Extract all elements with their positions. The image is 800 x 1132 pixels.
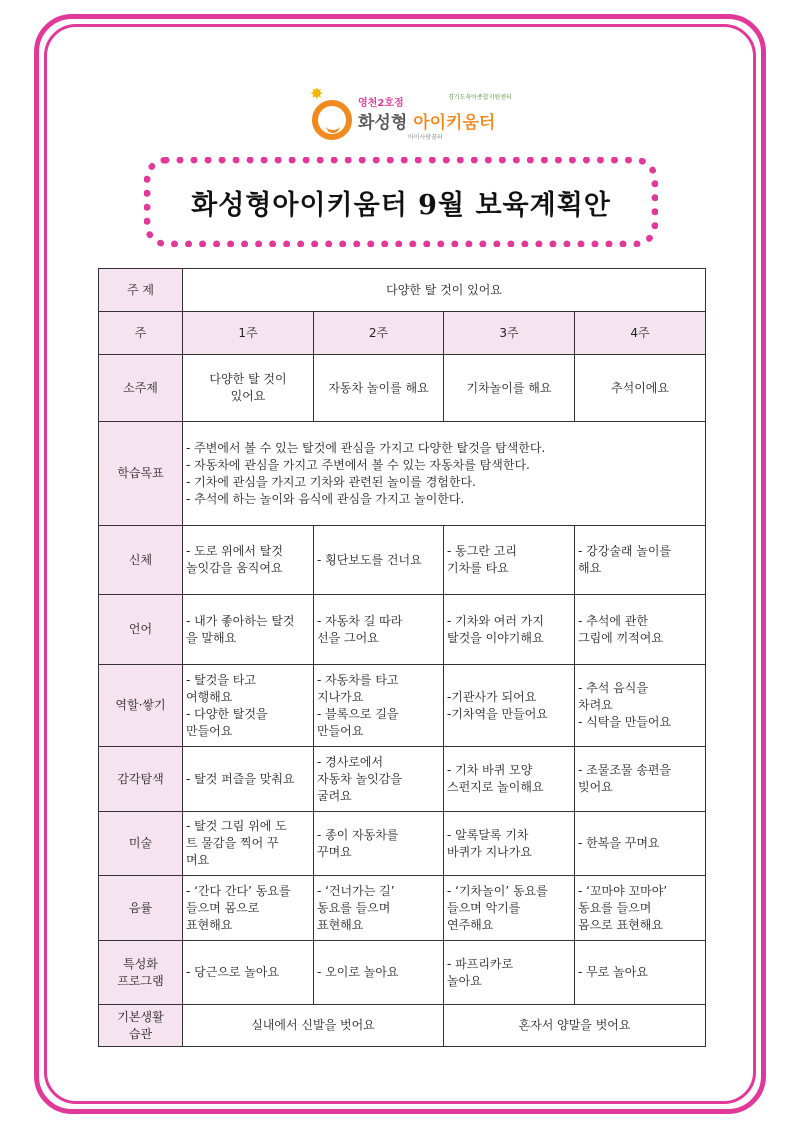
activity-row <box>99 595 706 665</box>
title-box <box>144 157 658 247</box>
activity-cell: - 한복을 꾸며요 <box>578 836 660 850</box>
activity-cell: - 탈것 그림 위에 도 트 물감을 찍어 꾸 며요 <box>186 819 287 867</box>
activity-cell: - 경사로에서 자동차 놀잇감을 굴려요 <box>317 754 402 803</box>
subtopic-cell: 다양한 탈 것이 있어요 <box>209 372 287 403</box>
week-header: 1주 <box>183 312 314 355</box>
theme-label: 주 제 <box>99 269 183 312</box>
habit-cell: 실내에서 신발을 벗어요 <box>183 1005 444 1047</box>
subtopic-row <box>99 355 706 422</box>
activity-cell: - 강강술래 놀이를 해요 <box>578 544 672 575</box>
activity-cell: - ‘건너가는 길’ 동요를 들으며 표현해요 <box>317 883 395 932</box>
activity-cell: - 추석 음식을 차려요 - 식탁을 만들어요 <box>578 681 672 729</box>
activity-cell: - 탈것을 타고 여행해요 - 다양한 탈것을 만들어요 <box>186 672 268 738</box>
logo-brand <box>358 108 495 133</box>
care-plan-table <box>98 268 706 1047</box>
week-label: 주 <box>99 312 183 355</box>
theme-value: 다양한 탈 것이 있어요 <box>183 269 706 312</box>
activity-cell: - 도로 위에서 탈것 놀잇감을 움직여요 <box>186 544 283 575</box>
activity-row <box>99 876 706 941</box>
page-title: 화성형아이키움터 9월 보육계획안 <box>191 189 611 221</box>
habit-label: 기본생활 습관 <box>117 1009 164 1041</box>
activity-cell: - 내가 좋아하는 탈것 을 말해요 <box>186 613 295 645</box>
activity-label: 미술 <box>128 836 153 850</box>
activity-label: 신체 <box>128 552 153 567</box>
goals-cell <box>183 422 706 526</box>
activity-cell: - 파프리카로 놀아요 <box>447 956 514 988</box>
activity-row <box>99 526 706 595</box>
activity-row <box>99 747 706 812</box>
activity-label: 감각탐색 <box>117 771 164 786</box>
activity-cell: - ‘간다 간다’ 동요를 들으며 몸으로 표현해요 <box>186 883 291 932</box>
activity-label: 음률 <box>128 900 153 915</box>
activity-cell: - 자동차를 타고 지나가요 - 블록으로 길을 만들어요 <box>317 672 399 738</box>
activity-cell: - 종이 자동차를 꾸며요 <box>317 827 399 859</box>
activity-row <box>99 665 706 747</box>
activity-cell: - 탈것 퍼즐을 맞춰요 <box>186 771 295 786</box>
habit-cell: 혼자서 양말을 벗어요 <box>444 1005 706 1047</box>
star-icon: ✸ <box>310 84 324 103</box>
subtopic-cell: 기차놀이를 해요 <box>466 380 552 395</box>
activity-cell: - 오이로 놀아요 <box>317 965 399 979</box>
subtopic-label: 소주제 <box>99 355 183 422</box>
week-header: 3주 <box>444 312 575 355</box>
activity-row <box>99 812 706 876</box>
smiley-face-icon <box>312 100 352 140</box>
activity-cell: - 당근으로 놀아요 <box>186 965 280 979</box>
goal-item: - 자동차에 관심을 가지고 주변에서 볼 수 있는 자동차를 탐색한다. <box>186 457 530 472</box>
activity-cell: - 기차와 여러 가지 탈것을 이야기해요 <box>447 613 544 645</box>
activity-label: 역할·쌓기 <box>115 698 166 712</box>
goal-item: - 추석에 하는 놀이와 음식에 관심을 가지고 놀이한다. <box>186 491 465 506</box>
logo-branch: 영천2호점 <box>358 98 404 109</box>
goals-label: 학습목표 <box>99 422 183 526</box>
logo-brand-suffix: 아이키움터 <box>413 113 496 133</box>
activity-row <box>99 941 706 1005</box>
week-row <box>99 312 706 355</box>
activity-cell: - 기차 바퀴 모양 스펀지로 놀이해요 <box>447 763 544 794</box>
activity-cell: - ‘기차놀이’ 동요를 들으며 악기를 연주해요 <box>447 883 548 932</box>
week-header: 2주 <box>314 312 444 355</box>
goal-item: - 주변에서 볼 수 있는 탈것에 관심을 가지고 다양한 탈것을 탐색한다. <box>186 440 546 455</box>
activity-cell: - 조물조물 송편을 빚어요 <box>578 763 672 794</box>
subtopic-cell: 추석이에요 <box>611 380 669 395</box>
theme-row <box>99 269 706 312</box>
activity-cell: - 알록달록 기차 바퀴가 지나가요 <box>447 827 532 859</box>
logo-org: 경기도육아종합지원센터 <box>448 94 512 101</box>
activity-cell: - ‘꼬마야 꼬마야’ 동요를 들으며 몸으로 표현해요 <box>578 883 668 932</box>
goal-item: - 기차에 관심을 가지고 기차와 관련된 놀이를 경험한다. <box>186 474 476 489</box>
habit-row <box>99 1005 706 1047</box>
activity-label: 특성화 프로그램 <box>117 956 164 988</box>
activity-cell: -기관사가 되어요 -기차역을 만들어요 <box>447 689 548 721</box>
center-logo <box>308 84 512 154</box>
activity-cell: - 무로 놀아요 <box>578 965 648 979</box>
activity-cell: - 자동차 길 따라 선을 그어요 <box>317 613 403 645</box>
logo-brand-prefix: 화성형 <box>358 113 408 133</box>
activity-cell: - 횡단보도를 건너요 <box>317 552 422 567</box>
subtopic-cell: 자동차 놀이를 해요 <box>328 380 429 395</box>
activity-label: 언어 <box>128 622 153 636</box>
activity-cell: - 추석에 관한 그림에 끼적여요 <box>578 613 663 645</box>
logo-tagline: 아이사랑꿈터 <box>408 134 443 141</box>
goals-row <box>99 422 706 526</box>
week-header: 4주 <box>575 312 706 355</box>
activity-cell: - 동그란 고리 기차를 타요 <box>447 544 517 575</box>
